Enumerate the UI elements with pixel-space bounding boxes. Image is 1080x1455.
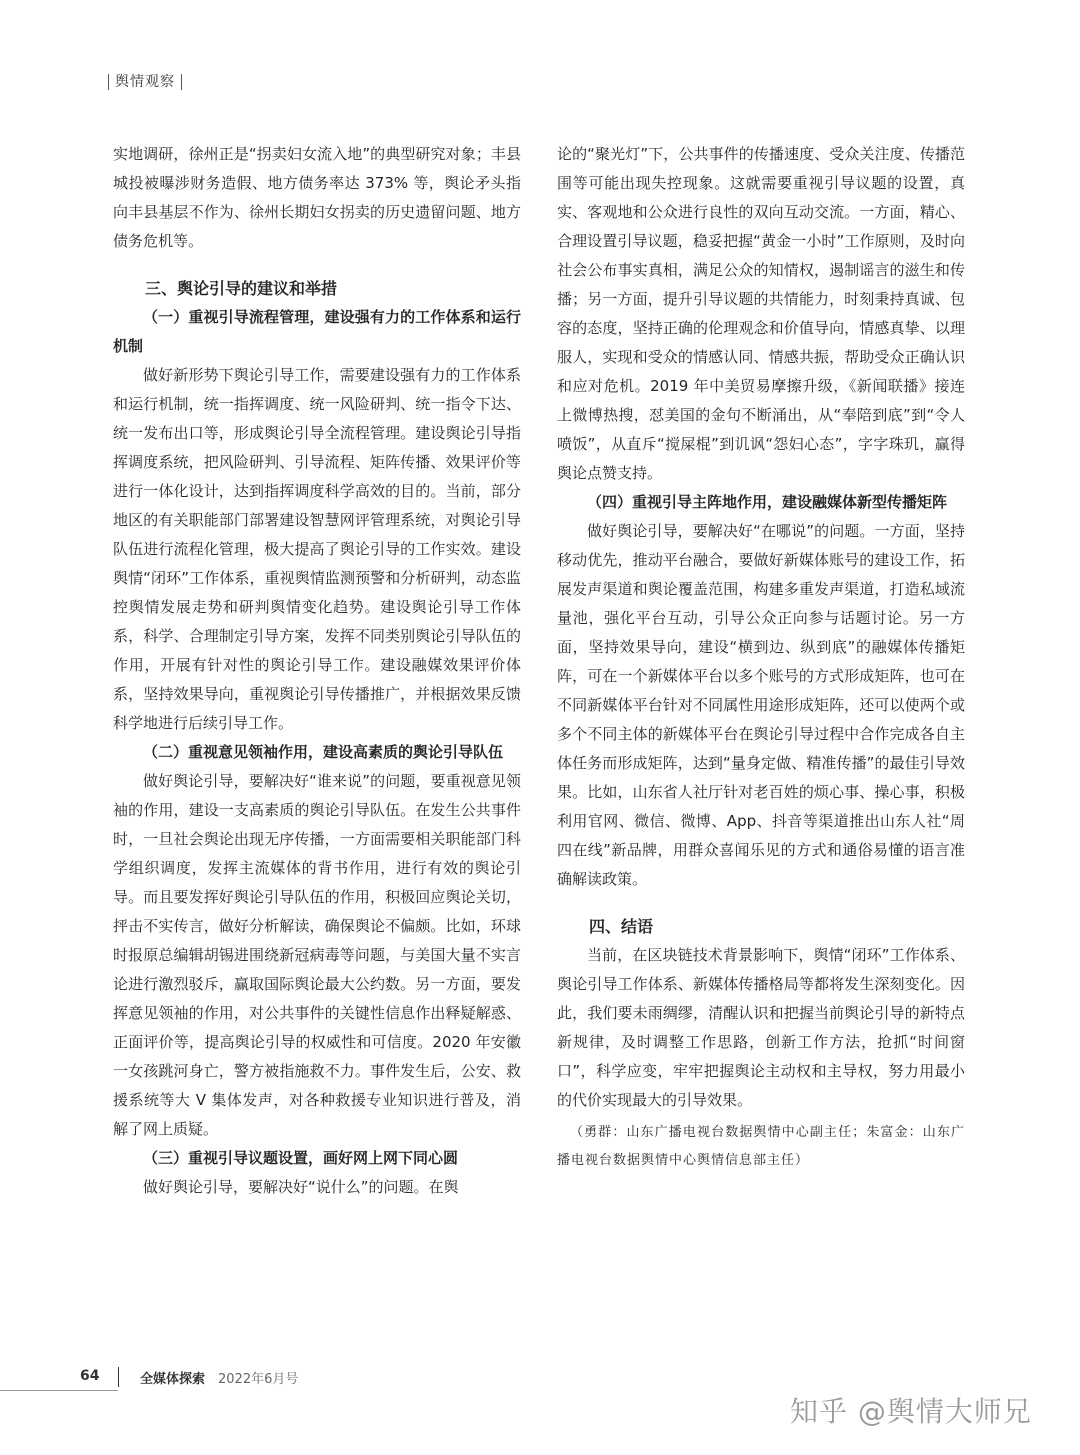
right-column [557, 140, 965, 1175]
author-note: （勇群：山东广播电视台数据舆情中心副主任；朱富金：山东广播电视台数据舆情中心舆情信息部主任） [557, 1125, 965, 1168]
paragraph: 实地调研，徐州正是“拐卖妇女流入地”的典型研究对象；丰县城投被曝涉财务造假、地方债务率达 373% 等，舆论矛头指向丰县基层不作为、徐州长期妇女拐卖的历史遗留问题、地方债务危机等。 [113, 145, 521, 250]
journal-name: 全媒体探索 [140, 1372, 206, 1387]
footer-rule-line [0, 1390, 118, 1391]
footer-divider [118, 1367, 119, 1387]
subsection-heading: （三）重视引导议题设置，画好网上网下同心圆 [143, 1149, 459, 1167]
subsection-heading: （一）重视引导流程管理，建设强有力的工作体系和运行机制 [113, 308, 521, 355]
paragraph: 当前，在区块链技术背景影响下，舆情“闭环”工作体系、舆论引导工作体系、新媒体传播格局等都将发生深刻变化。因此，我们要未雨绸缪，清醒认识和把握当前舆论引导的新特点新规律，及时调整工作思路，创新工作方法，抢抓“时间窗口”，科学应变，牢牢把握舆论主动权和主导权，努力用最小的代价实现最大的引导效果。 [557, 946, 965, 1109]
watermark: 知乎 @舆情大师兄 [790, 1395, 1032, 1428]
issue-date: 2022年6月号 [218, 1372, 299, 1387]
section-heading: 四、结语 [589, 917, 654, 936]
paragraph: 做好舆论引导，要解决好“在哪说”的问题。一方面，坚持移动优先，推动平台融合，要做好新媒体账号的建设工作，拓展发声渠道和舆论覆盖范围，构建多重发声渠道，打造私域流量池，强化平台互动，引导公众正向参与话题讨论。另一方面，坚持效果导向，建设“横到边、纵到底”的融媒体传播矩阵，可在一个新媒体平台以多个账号的方式形成矩阵，也可在不同新媒体平台针对不同属性用途形成矩阵，还可以使两个或多个不同主体的新媒体平台在舆论引导过程中合作完成各自主体任务而形成矩阵，达到“量身定做、精准传播”的最佳引导效果。比如，山东省人社厅针对老百姓的烦心事、操心事，积极利用官网、微信、微博、App、抖音等渠道推出山东人社“周四在线”新品牌，用群众喜闻乐见的方式和通俗易懂的语言准确解读政策。 [557, 522, 965, 888]
paragraph: 做好舆论引导，要解决好“说什么”的问题。在舆 [143, 1178, 459, 1196]
subsection-heading: （二）重视意见领袖作用，建设高素质的舆论引导队伍 [143, 743, 504, 761]
paragraph: 论的“聚光灯”下，公共事件的传播速度、受众关注度、传播范围等可能出现失控现象。这就需要重视引导议题的设置，真实、客观地和公众进行良性的双向互动交流。一方面，精心、合理设置引导议题，稳妥把握“黄金一小时”工作原则，及时向社会公布事实真相，满足公众的知情权，遏制谣言的滋生和传播；另一方面，提升引导议题的共情能力，时刻秉持真诚、包容的态度，坚持正确的伦理观念和价值导向，情感真挚、以理服人，实现和受众的情感认同、情感共振，帮助受众正确认识和应对危机。2019 年中美贸易摩擦升级，《新闻联播》接连上微博热搜，怼美国的金句不断涌出，从“奉陪到底”到“令人喷饭”，从直斥“搅屎棍”到讥讽“怨妇心态”，字字珠玑，赢得舆论点赞支持。 [557, 145, 965, 482]
paragraph: 做好舆论引导，要解决好“谁来说”的问题，要重视意见领袖的作用，建设一支高素质的舆论引导队伍。在发生公共事件时，一旦社会舆论出现无序传播，一方面需要相关职能部门科学组织调度，发挥主流媒体的背书作用，进行有效的舆论引导。而且要发挥好舆论引导队伍的作用，积极回应舆论关切，抨击不实传言，做好分析解读，确保舆论不偏颇。比如，环球时报原总编辑胡锡进围绕新冠病毒等问题，与美国大量不实言论进行激烈驳斥，赢取国际舆论最大公约数。另一方面，要发挥意见领袖的作用，对公共事件的关键性信息作出释疑解惑、正面评价等，提高舆论引导的权威性和可信度。2020 年安徽一女孩跳河身亡，警方被指施救不力。事件发生后，公安、救援系统等大 V 集体发声，对各种救援专业知识进行普及，消解了网上质疑。 [113, 772, 521, 1138]
section-heading: 三、舆论引导的建议和举措 [145, 279, 338, 298]
paragraph: 做好新形势下舆论引导工作，需要建设强有力的工作体系和运行机制，统一指挥调度、统一风险研判、统一指令下达、统一发布出口等，形成舆论引导全流程管理。建设舆论引导指挥调度系统，把风险研判、引导流程、矩阵传播、效果评价等进行一体化设计，达到指挥调度科学高效的目的。当前，部分地区的有关职能部门部署建设智慧网评管理系统，对舆论引导队伍进行流程化管理，极大提高了舆论引导的工作实效。建设舆情“闭环”工作体系，重视舆情监测预警和分析研判，动态监控舆情发展走势和研判舆情变化趋势。建设舆论引导工作体系，科学、合理制定引导方案，发挥不同类别舆论引导队伍的作用，开展有针对性的舆论引导工作。建设融媒效果评价体系，坚持效果导向，重视舆论引导传播推广，并根据效果反馈科学地进行后续引导工作。 [113, 366, 521, 732]
page-number: 64 [80, 1368, 100, 1384]
left-column [113, 140, 521, 1202]
subsection-heading: （四）重视引导主阵地作用，建设融媒体新型传播矩阵 [587, 493, 948, 511]
section-tag: 舆情观察 [108, 74, 182, 90]
